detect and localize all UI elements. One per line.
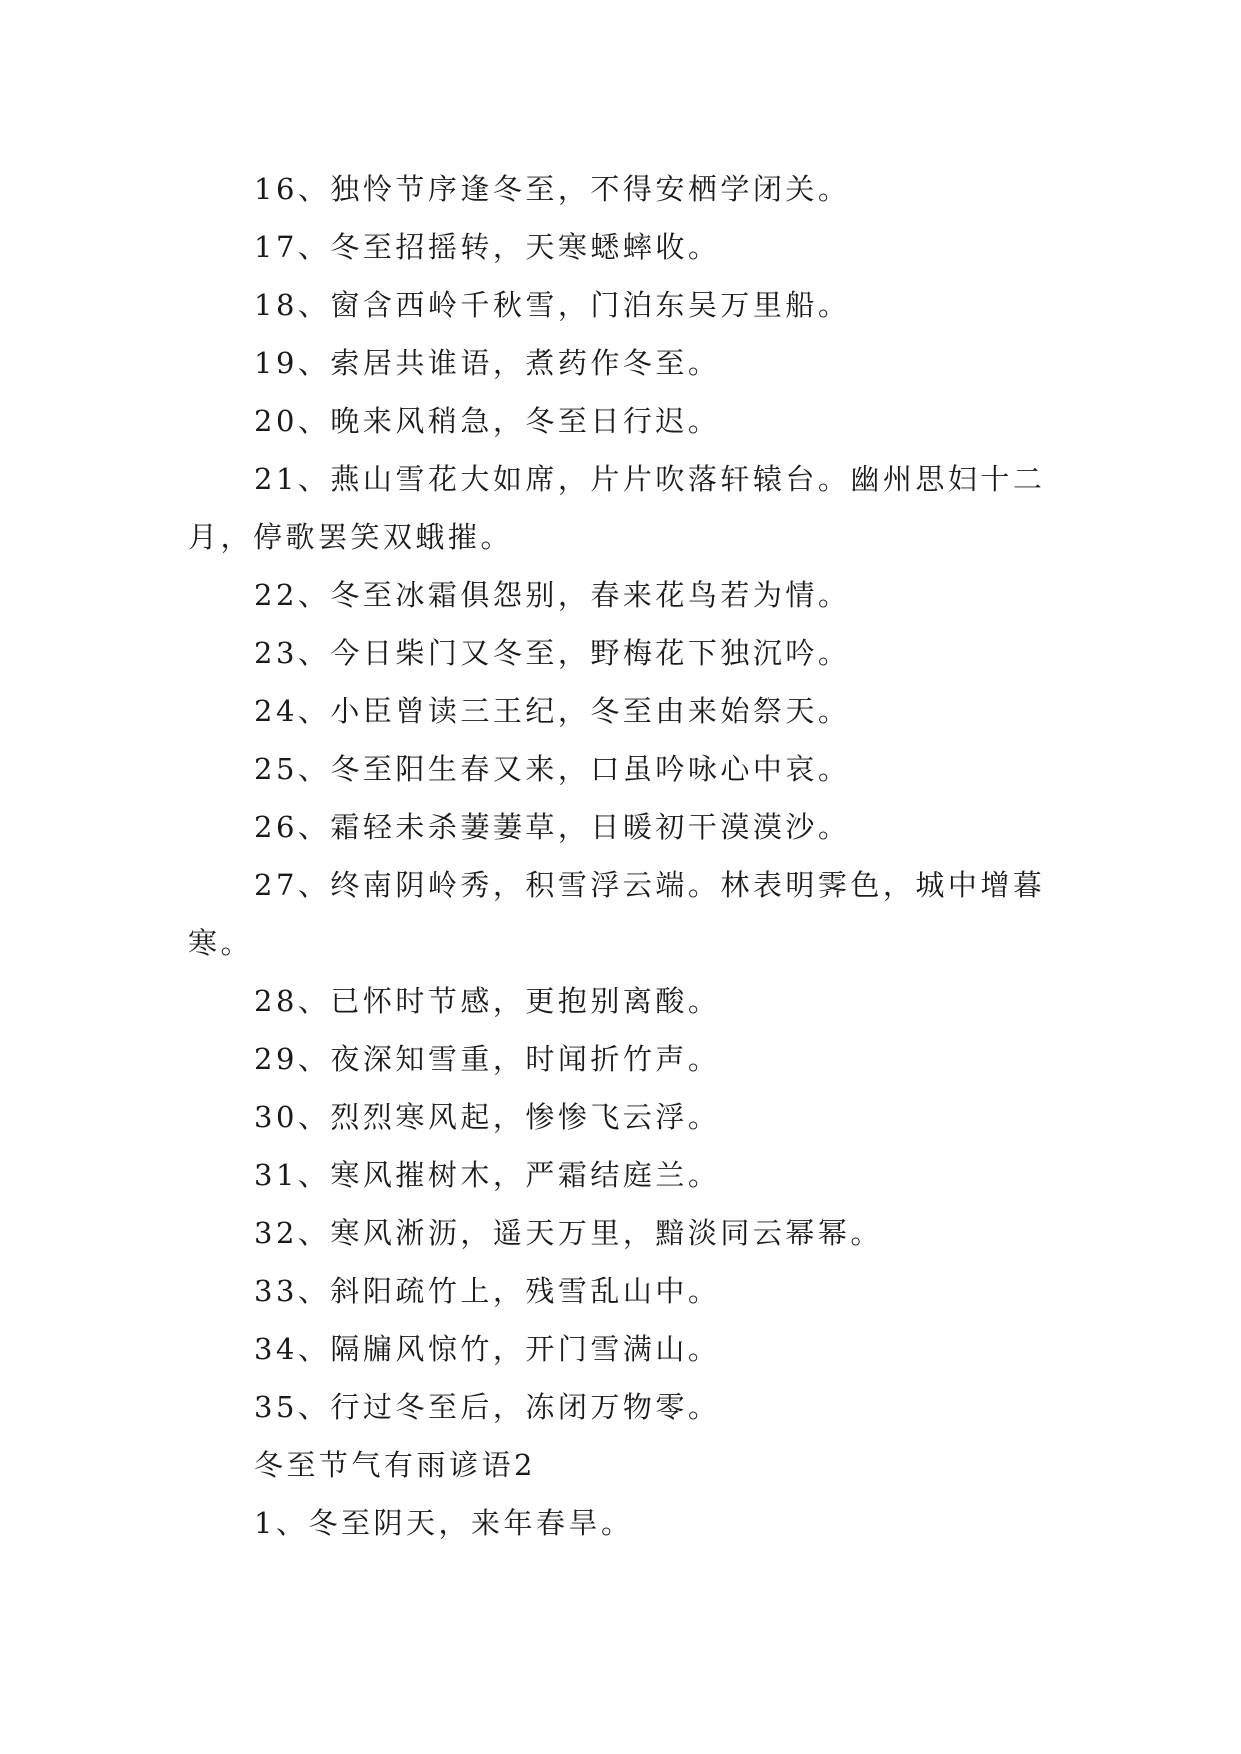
- poem-line-23: 23、今日柴门又冬至，野梅花下独沉吟。: [254, 636, 851, 670]
- document-body: [188, 160, 1048, 1552]
- section-heading: 冬至节气有雨谚语2: [254, 1448, 536, 1482]
- poem-line-27: 27、终南阴岭秀，积雪浮云端。林表明霁色，城中增暮寒。: [188, 868, 1046, 960]
- poem-line-25: 25、冬至阳生春又来，口虽吟咏心中哀。: [254, 752, 851, 786]
- poem-line-30: 30、烈烈寒风起，惨惨飞云浮。: [254, 1100, 721, 1134]
- poem-line-20: 20、晚来风稍急，冬至日行迟。: [254, 404, 721, 438]
- poem-line-31: 31、寒风摧树木，严霜结庭兰。: [254, 1158, 721, 1192]
- poem-line-19: 19、索居共谁语，煮药作冬至。: [254, 346, 721, 380]
- poem-line-22: 22、冬至冰霜俱怨别，春来花鸟若为情。: [254, 578, 851, 612]
- poem-line-32: 32、寒风淅沥，遥天万里，黯淡同云幂幂。: [254, 1216, 883, 1250]
- poem-line-26: 26、霜轻未杀萋萋草，日暖初干漠漠沙。: [254, 810, 851, 844]
- poem-line-28: 28、已怀时节感，更抱别离酸。: [254, 984, 721, 1018]
- poem-line-29: 29、夜深知雪重，时闻折竹声。: [254, 1042, 721, 1076]
- poem-line-21: 21、燕山雪花大如席，片片吹落轩辕台。幽州思妇十二月，停歌罢笑双蛾摧。: [188, 462, 1046, 554]
- poem-line-17: 17、冬至招摇转，天寒蟋蟀收。: [254, 230, 721, 264]
- poem-line-16: 16、独怜节序逢冬至，不得安栖学闭关。: [254, 172, 851, 206]
- poem-line-35: 35、行过冬至后，冻闭万物零。: [254, 1390, 721, 1424]
- poem-line-18: 18、窗含西岭千秋雪，门泊东吴万里船。: [254, 288, 851, 322]
- poem-line-34: 34、隔牖风惊竹，开门雪满山。: [254, 1332, 721, 1366]
- proverb-line-1: 1、冬至阴天，来年春旱。: [254, 1506, 634, 1540]
- poem-line-33: 33、斜阳疏竹上，残雪乱山中。: [254, 1274, 721, 1308]
- poem-line-24: 24、小臣曾读三王纪，冬至由来始祭天。: [254, 694, 851, 728]
